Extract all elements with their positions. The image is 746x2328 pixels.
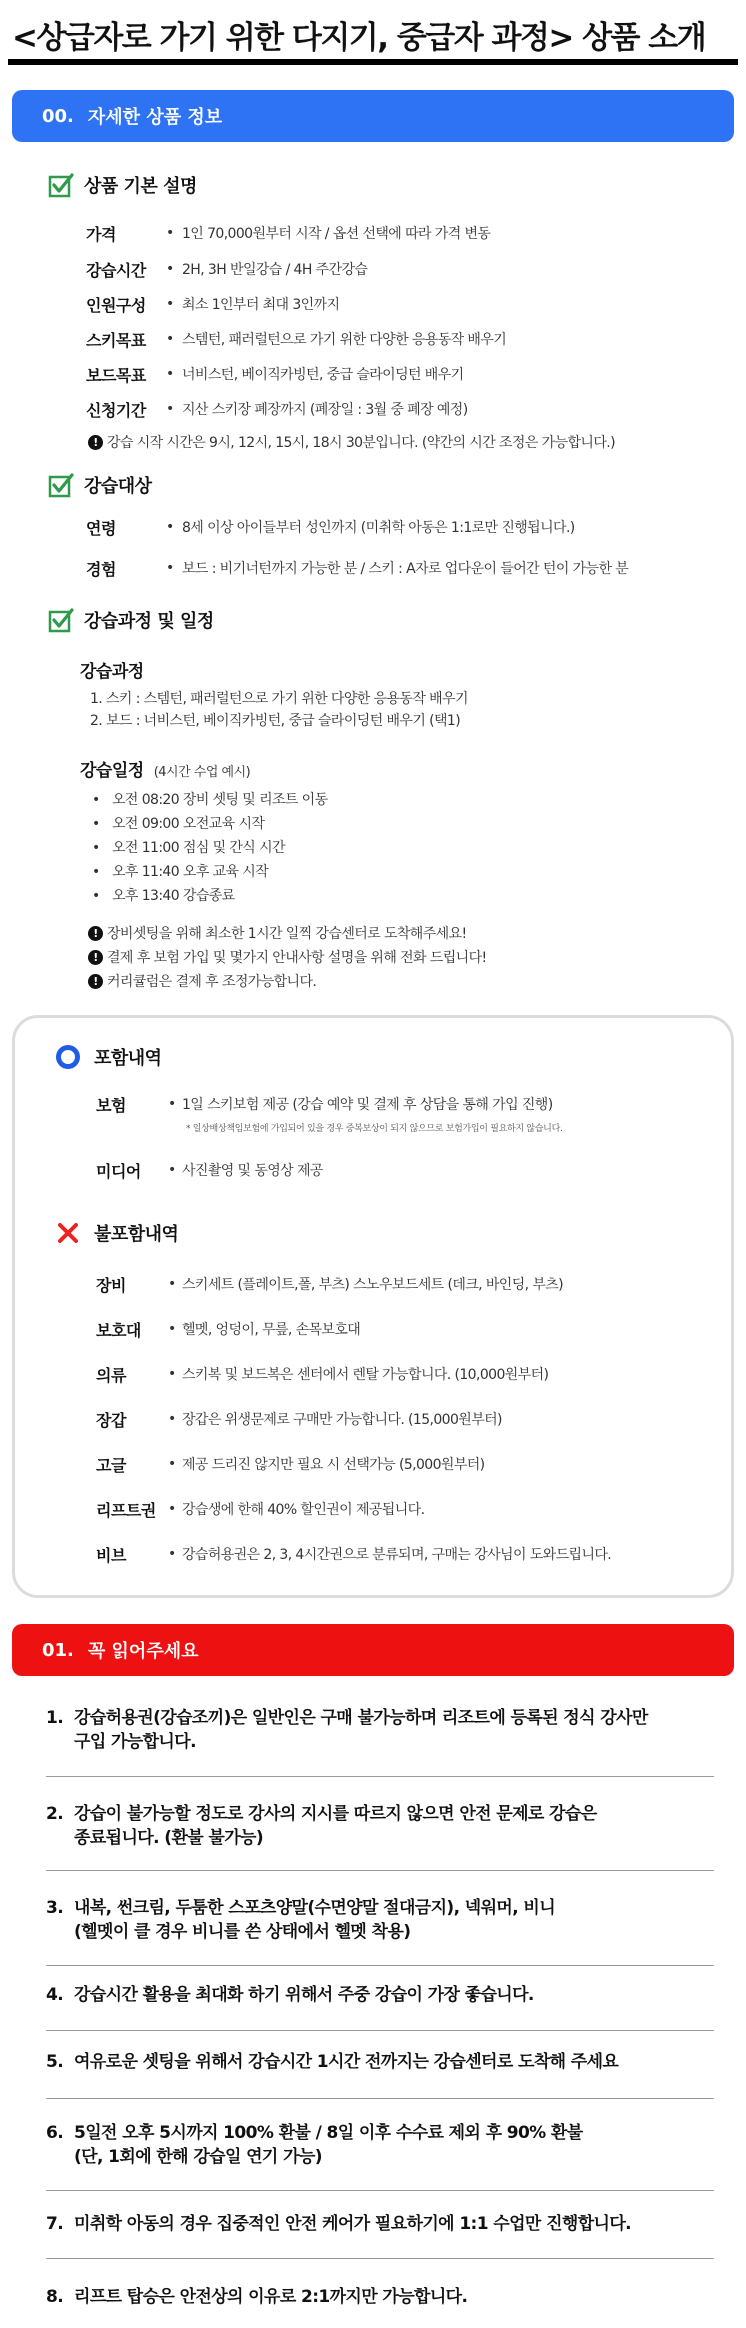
process-list — [90, 688, 468, 732]
list-item: • 오전 11:00 점심 및 간식 시간 — [90, 836, 328, 860]
list-item: • 오후 11:40 오후 교육 시작 — [90, 860, 328, 884]
exclamation-icon: ! — [88, 950, 103, 965]
bullet: • — [166, 366, 175, 382]
rule-number: 2. — [46, 1804, 64, 1824]
check-icon — [48, 607, 74, 633]
info-row-headcount — [86, 292, 339, 316]
section-01-header — [12, 1624, 734, 1676]
schedule-list — [90, 788, 328, 908]
rule-text: 5일전 오후 5시까지 100% 환불 / 8일 이후 수수료 제외 후 90% 환불 — [74, 2123, 583, 2143]
row-value: 최소 1인부터 최대 3인까지 — [182, 297, 340, 313]
rule-divider — [46, 2030, 714, 2031]
check-icon — [48, 472, 74, 498]
start-time-note — [88, 432, 615, 452]
insurance-footnote: * 일상배상책임보험에 가입되어 있을 경우 중복보상이 되지 않으므로 보험가입이 필요하지 않습니다. — [186, 1124, 563, 1134]
rule-text: 여유로운 셋팅을 위해서 강습시간 1시간 전까지는 강습센터로 도착해 주세요 — [74, 2052, 619, 2072]
excluded-heading — [56, 1220, 178, 1246]
row-value: 강습허용권은 2, 3, 4시간권으로 분류되며, 구매는 강사님이 도와드립니다. — [182, 1547, 612, 1563]
row-value: 1일 스키보험 제공 (강습 예약 및 결제 후 상담을 통해 가입 진행) — [182, 1097, 553, 1113]
included-row-media — [96, 1158, 323, 1182]
target-row-experience — [86, 556, 628, 580]
row-label: 신청기간 — [86, 400, 146, 420]
rule-item-5 — [46, 2050, 706, 2074]
row-value: 헬멧, 엉덩이, 무릎, 손목보호대 — [182, 1322, 361, 1338]
schedule-heading — [80, 756, 250, 781]
info-row-price — [86, 221, 490, 245]
basic-info-heading — [48, 172, 197, 198]
note-text: 결제 후 보험 가입 및 몇가지 안내사항 설명을 위해 전화 드립니다! — [107, 950, 487, 966]
row-label: 경험 — [86, 559, 116, 579]
info-row-board-goal — [86, 362, 464, 386]
list-item: • 오전 08:20 장비 셋팅 및 리조트 이동 — [90, 788, 328, 812]
list-item: 1. 스키 : 스템턴, 패러럴턴으로 가기 위한 다양한 응용동작 배우기 — [90, 691, 468, 707]
rule-divider — [46, 1776, 714, 1777]
row-label: 보드목표 — [86, 365, 146, 385]
check-icon — [48, 172, 74, 198]
bullet: • — [166, 560, 175, 576]
rule-divider — [46, 2098, 714, 2099]
rule-item-1 — [46, 1706, 706, 1754]
bullet: • — [168, 1096, 177, 1112]
bullet: • — [166, 261, 175, 277]
rule-divider — [46, 1870, 714, 1871]
rule-text: 미취학 아동의 경우 집중적인 안전 케어가 필요하기에 1:1 수업만 진행합니다. — [74, 2214, 632, 2234]
row-value: 장갑은 위생문제로 구매만 가능합니다. (15,000원부터) — [182, 1412, 502, 1428]
rule-text: (단, 1회에 한해 강습일 연기 가능) — [74, 2147, 322, 2167]
bullet: • — [168, 1411, 177, 1427]
row-value: 지산 스키장 폐장까지 (폐장일 : 3월 중 폐장 예정) — [182, 402, 468, 418]
row-value: 2H, 3H 반일강습 / 4H 주간강습 — [182, 262, 368, 278]
section-title: 자세한 상품 정보 — [87, 107, 223, 128]
exclamation-icon: ! — [88, 974, 103, 989]
bullet: • — [168, 1162, 177, 1178]
row-label: 고글 — [96, 1455, 126, 1475]
row-label: 보험 — [96, 1095, 126, 1115]
bullet: • — [168, 1276, 177, 1292]
excluded-row-bib — [96, 1542, 611, 1566]
bullet: • — [168, 1501, 177, 1517]
rule-item-8 — [46, 2285, 706, 2309]
row-value: 스키복 및 보드복은 센터에서 렌탈 가능합니다. (10,000원부터) — [182, 1367, 549, 1383]
bullet: • — [168, 1321, 177, 1337]
schedule-heading-text: 강습일정 — [80, 761, 144, 781]
page-title: <상급자로 가기 위한 다지기, 중급자 과정> 상품 소개 — [12, 20, 706, 56]
rule-number: 1. — [46, 1708, 64, 1728]
rule-text: 내복, 썬크림, 두툼한 스포츠양말(수면양말 절대금지), 넥워머, 비니 — [74, 1898, 556, 1918]
target-row-age — [86, 515, 575, 539]
row-label: 강습시간 — [86, 260, 146, 280]
row-label: 인원구성 — [86, 295, 146, 315]
row-value: 사진촬영 및 동영상 제공 — [182, 1163, 323, 1179]
excluded-row-gloves — [96, 1407, 502, 1431]
schedule-note — [88, 923, 467, 943]
excluded-row-clothing — [96, 1362, 548, 1386]
bullet: • — [168, 1456, 177, 1472]
bullet: • — [168, 1366, 177, 1382]
exclamation-icon: ! — [88, 435, 103, 450]
bullet: • — [166, 225, 175, 241]
info-row-time — [86, 257, 367, 281]
rule-number: 4. — [46, 1985, 64, 2005]
course-heading — [48, 607, 214, 633]
schedule-note — [88, 947, 487, 967]
row-label: 보호대 — [96, 1320, 141, 1340]
row-label: 비브 — [96, 1545, 126, 1565]
x-icon — [56, 1221, 80, 1245]
note-text: 장비셋팅을 위해 최소한 1시간 일찍 강습센터로 도착해주세요! — [107, 926, 467, 942]
rule-item-7 — [46, 2212, 706, 2236]
target-heading-text: 강습대상 — [84, 476, 152, 497]
rule-number: 6. — [46, 2123, 64, 2143]
row-value: 강습생에 한해 40% 할인권이 제공됩니다. — [182, 1502, 425, 1518]
row-value: 스키세트 (플레이트,폴, 부츠) 스노우보드세트 (데크, 바인딩, 부츠) — [182, 1277, 564, 1293]
basic-info-heading-text: 상품 기본 설명 — [84, 176, 197, 197]
rule-number: 8. — [46, 2287, 64, 2307]
section-00-header — [12, 90, 734, 142]
rule-number: 5. — [46, 2052, 64, 2072]
rule-divider — [46, 2258, 714, 2259]
list-item: • 오전 09:00 오전교육 시작 — [90, 812, 328, 836]
bullet: • — [166, 296, 175, 312]
included-row-insurance — [96, 1092, 553, 1116]
list-item: • 오후 13:40 강습종료 — [90, 884, 328, 908]
note-text: 강습 시작 시간은 9시, 12시, 15시, 18시 30분입니다. (약간의 시간 조정은 가능합니다.) — [107, 435, 615, 451]
target-heading — [48, 472, 152, 498]
schedule-subtitle: (4시간 수업 예시) — [153, 765, 251, 780]
bullet: • — [166, 519, 175, 535]
section-number: 00. — [42, 105, 74, 127]
excluded-row-lift-pass — [96, 1497, 424, 1521]
excluded-row-equipment — [96, 1272, 563, 1296]
row-value: 너비스턴, 베이직카빙턴, 중급 슬라이딩턴 배우기 — [182, 367, 464, 383]
info-row-period — [86, 397, 468, 421]
list-item: 2. 보드 : 너비스턴, 베이직카빙턴, 중급 슬라이딩턴 배우기 (택1) — [90, 713, 461, 729]
excluded-heading-text: 불포함내역 — [94, 1224, 179, 1245]
row-value: 1인 70,000원부터 시작 / 옵션 선택에 따라 가격 변동 — [182, 226, 491, 242]
row-label: 스키목표 — [86, 330, 146, 350]
section-title: 꼭 읽어주세요 — [87, 1641, 199, 1662]
rule-item-3 — [46, 1896, 706, 1944]
row-value: 스템턴, 패러럴턴으로 가기 위한 다양한 응용동작 배우기 — [182, 332, 507, 348]
included-heading — [56, 1044, 162, 1070]
note-text: 커리큘럼은 결제 후 조정가능합니다. — [107, 974, 317, 990]
row-label: 연령 — [86, 518, 116, 538]
rule-text: 리프트 탑승은 안전상의 이유로 2:1까지만 가능합니다. — [74, 2287, 468, 2307]
schedule-note — [88, 971, 316, 991]
rule-text: 구입 가능합니다. — [74, 1732, 196, 1752]
process-heading-text: 강습과정 — [80, 662, 144, 682]
rule-item-4 — [46, 1983, 706, 2007]
course-heading-text: 강습과정 및 일정 — [84, 611, 214, 632]
bullet: • — [168, 1546, 177, 1562]
excluded-row-goggles — [96, 1452, 485, 1476]
bullet: • — [166, 401, 175, 417]
row-value: 8세 이상 아이들부터 성인까지 (미취학 아동은 1:1로만 진행됩니다.) — [182, 520, 575, 536]
row-label: 리프트권 — [96, 1500, 156, 1520]
row-label: 가격 — [86, 224, 116, 244]
rule-number: 3. — [46, 1898, 64, 1918]
bullet: • — [166, 331, 175, 347]
row-label: 미디어 — [96, 1161, 141, 1181]
rule-text: (헬멧이 클 경우 비니를 쓴 상태에서 헬멧 착용) — [74, 1922, 411, 1942]
process-heading — [80, 657, 144, 682]
title-divider — [8, 59, 738, 65]
row-label: 장갑 — [96, 1410, 126, 1430]
info-row-ski-goal — [86, 327, 506, 351]
rule-item-6 — [46, 2121, 706, 2169]
exclamation-icon: ! — [88, 926, 103, 941]
included-heading-text: 포함내역 — [94, 1048, 162, 1069]
rule-text: 종료됩니다. (환불 불가능) — [74, 1828, 264, 1848]
excluded-row-protector — [96, 1317, 360, 1341]
rule-text: 강습시간 활용을 최대화 하기 위해서 주중 강습이 가장 좋습니다. — [74, 1985, 534, 2005]
circle-icon — [56, 1045, 80, 1069]
row-value: 보드 : 비기너턴까지 가능한 분 / 스키 : A자로 업다운이 들어간 턴이 가능한 분 — [182, 561, 629, 577]
row-value: 제공 드리진 않지만 필요 시 선택가능 (5,000원부터) — [182, 1457, 485, 1473]
rule-divider — [46, 1965, 714, 1966]
rule-divider — [46, 2190, 714, 2191]
rule-item-2 — [46, 1802, 706, 1850]
rule-number: 7. — [46, 2214, 64, 2234]
rule-text: 강습이 불가능할 정도로 강사의 지시를 따르지 않으면 안전 문제로 강습은 — [74, 1804, 597, 1824]
rule-text: 강습허용권(강습조끼)은 일반인은 구매 불가능하며 리조트에 등록된 정식 강사만 — [74, 1708, 648, 1728]
section-number: 01. — [42, 1639, 74, 1661]
row-label: 장비 — [96, 1275, 126, 1295]
row-label: 의류 — [96, 1365, 126, 1385]
